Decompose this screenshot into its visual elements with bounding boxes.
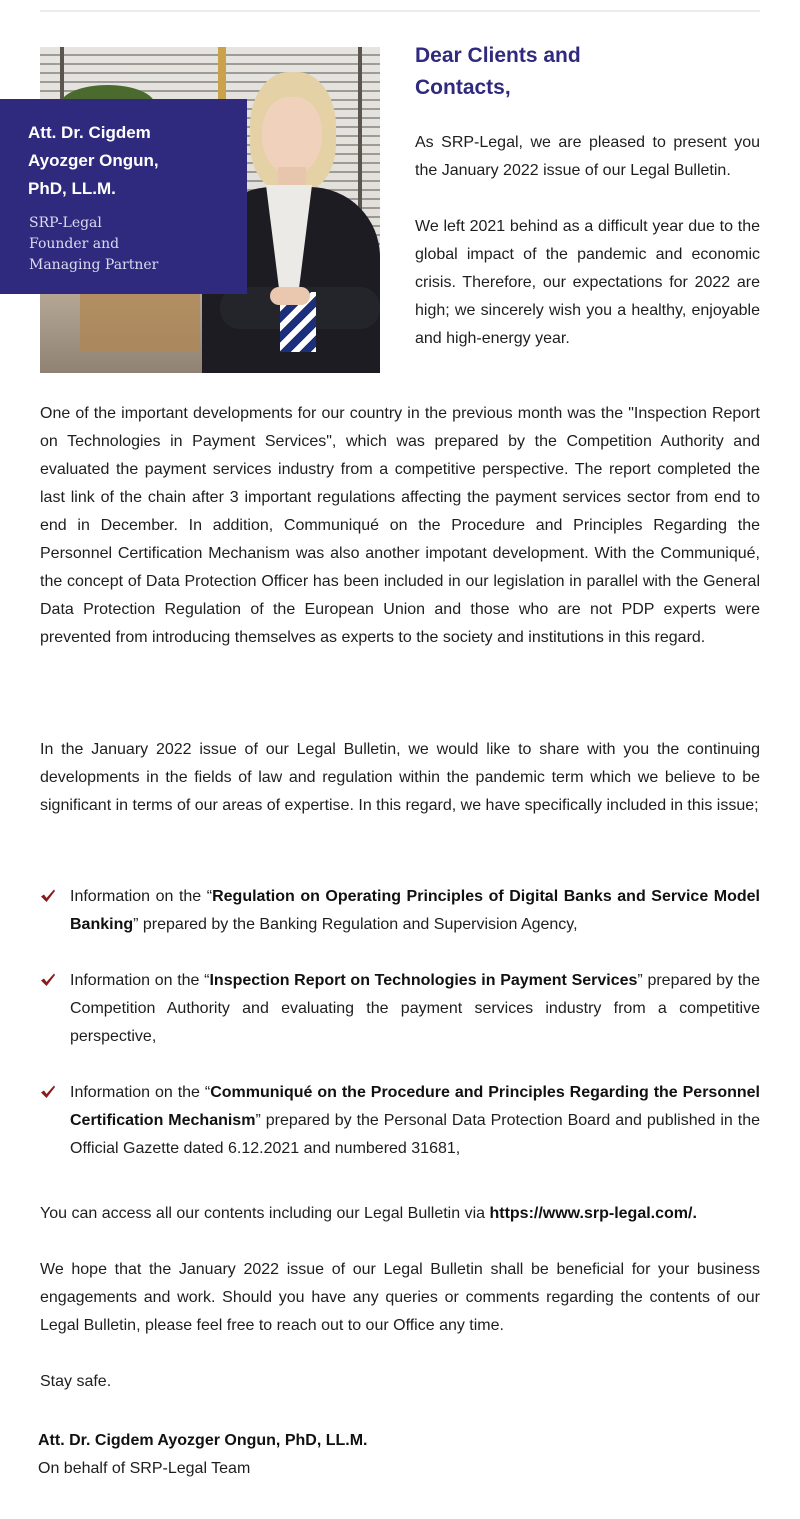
included-topics-list	[40, 883, 760, 1163]
list-item	[40, 967, 760, 1051]
intro-paragraph: As SRP-Legal, we are pleased to present you the January 2022 issue of our Legal Bulletin.	[415, 134, 760, 179]
intro-paragraph: We left 2021 behind as a difficult year due to the global impact of the pandemic and economic crisis. Therefore, our expectations for 2022 are high; we sincerely wish you a healthy, enjoyable and high-energy year.	[415, 218, 760, 347]
stay-safe-text: Stay safe.	[40, 1373, 112, 1390]
list-item	[40, 1079, 760, 1163]
nameplate-role-line: Founder and	[29, 236, 120, 252]
nameplate-role-line: SRP-Legal	[29, 215, 102, 231]
checkmark-icon	[40, 972, 56, 988]
checkmark-icon	[40, 888, 56, 904]
greeting-heading	[415, 40, 760, 104]
list-item-suffix: ” prepared by the Competition Authority and evaluating the payment services industry from a competitive perspective,	[70, 972, 761, 1045]
closing-paragraph: We hope that the January 2022 issue of our Legal Bulletin shall be beneficial for your business engagements and work. Should you have any queries or comments regarding the contents of our Legal Bulletin, please feel free to reach out to our Office any time.	[40, 1261, 760, 1334]
nameplate-name-line: Ayozger Ongun,	[28, 151, 159, 170]
greeting-line: Contacts,	[415, 76, 511, 99]
body-paragraph: In the January 2022 issue of our Legal Bulletin, we would like to share with you the continuing developments in the fields of law and regulation within the pandemic term which we believe to be significant in terms of our areas of expertise. In this regard, we have specifically included in this issue;	[40, 741, 760, 814]
signature-name: Att. Dr. Cigdem Ayozger Ongun, PhD, LL.M.	[38, 1432, 368, 1449]
photo-wood-panel	[80, 292, 200, 352]
list-item-prefix: Information on the “	[70, 1084, 211, 1101]
website-link[interactable]: https://www.srp-legal.com/.	[489, 1205, 697, 1222]
access-text: You can access all our contents including our Legal Bulletin via	[40, 1205, 490, 1222]
photo-hand	[270, 287, 310, 305]
nameplate-name-line: Att. Dr. Cigdem	[28, 123, 151, 142]
list-item-title: Inspection Report on Technologies in Payment Services	[209, 972, 638, 989]
nameplate-name	[28, 119, 247, 203]
greeting-line: Dear Clients and	[415, 44, 581, 67]
list-item-prefix: Information on the “	[70, 888, 213, 905]
body-paragraph: One of the important developments for our country in the previous month was the "Inspection Report on Technologies in Payment Services", which was prepared by the Competition Authority and evaluated the payment services industry from a competitive perspective. The report completed the last link of the chain after 3 important regulations affecting the payment services sector from end to end in December. In addition, Communiqué on the Procedure and Principles Regarding the Personnel Certification Mechanism was also another impotant development. With the Communiqué, the concept of Data Protection Officer has been included in our legislation in parallel with the General Data Protection Regulation of the European Union and those who are not PDP experts were prevented from introducing themselves as experts to the society and institutions in this regard.	[40, 405, 760, 646]
signature-block	[38, 1427, 758, 1483]
nameplate-role	[28, 213, 247, 276]
access-paragraph	[40, 1200, 760, 1228]
checkmark-icon	[40, 1084, 56, 1100]
list-item	[40, 883, 760, 939]
signature-team: On behalf of SRP-Legal Team	[38, 1460, 251, 1477]
partner-nameplate	[0, 99, 247, 294]
photo-face	[262, 97, 322, 175]
list-item-suffix: ” prepared by the Banking Regulation and Supervision Agency,	[133, 916, 578, 933]
nameplate-name-line: PhD, LL.M.	[28, 179, 116, 198]
list-item-suffix: ” prepared by the Personal Data Protection Board and published in the Official Gazette dated 6.12.2021 and numbered 31681,	[70, 1112, 760, 1157]
list-item-title: Communiqué on the Procedure and Principles Regarding the Personnel Certification Mechanism	[70, 1084, 760, 1129]
list-item-title: Regulation on Operating Principles of Digital Banks and Service Model Banking	[70, 888, 760, 933]
nameplate-role-line: Managing Partner	[29, 257, 159, 273]
list-item-prefix: Information on the “	[70, 972, 210, 989]
top-divider	[40, 10, 760, 12]
